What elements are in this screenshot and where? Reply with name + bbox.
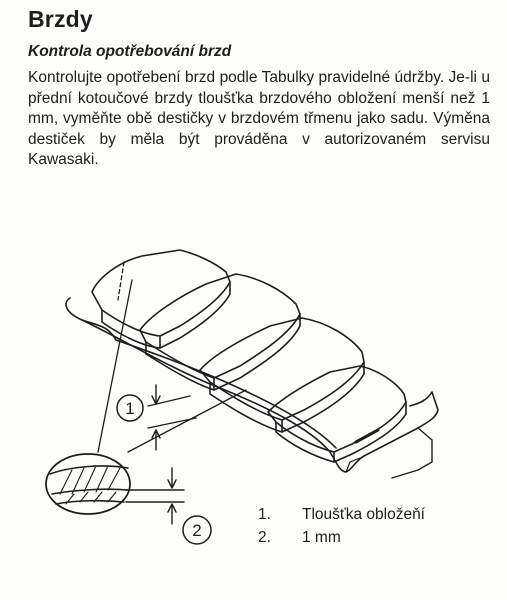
- magnified-detail: [46, 454, 130, 514]
- legend-item-1-number: 1.: [258, 505, 271, 523]
- brake-pad-diagram: [0, 236, 507, 600]
- dimension-1-lines: [148, 385, 196, 450]
- pad-segment-2: [140, 274, 300, 390]
- dimension-2-lines: [126, 468, 184, 524]
- legend-item-2-number: 2.: [258, 528, 271, 546]
- callout-2-number: 2: [192, 521, 202, 540]
- legend-item-1-text: Tloušťka obložeňí: [302, 505, 425, 523]
- section-subtitle: Kontrola opotřebování brzd: [28, 43, 232, 60]
- instruction-paragraph: Kontrolujte opotřebení brzd podle Tabulky pravidelné údržby. Je-li u přední kotoučové brzdy tloušťka brzdového obložení menší než 1 mm, vyměňte obě destičky v brzdovém třmenu jako sadu. Výměna destiček by měla být prováděna v autorizovaném servisu Kawasaki.: [28, 69, 490, 168]
- callout-1-number: 1: [125, 399, 135, 418]
- figure-legend: [258, 503, 425, 549]
- backing-plate: [66, 298, 438, 472]
- legend-item-2: [258, 526, 425, 549]
- legend-item-2-text: 1 mm: [302, 528, 341, 546]
- wear-indicator: [356, 430, 378, 442]
- legend-item-1: [258, 503, 425, 526]
- section-title: Brzdy: [28, 6, 93, 32]
- pad-segment-1: [92, 250, 230, 348]
